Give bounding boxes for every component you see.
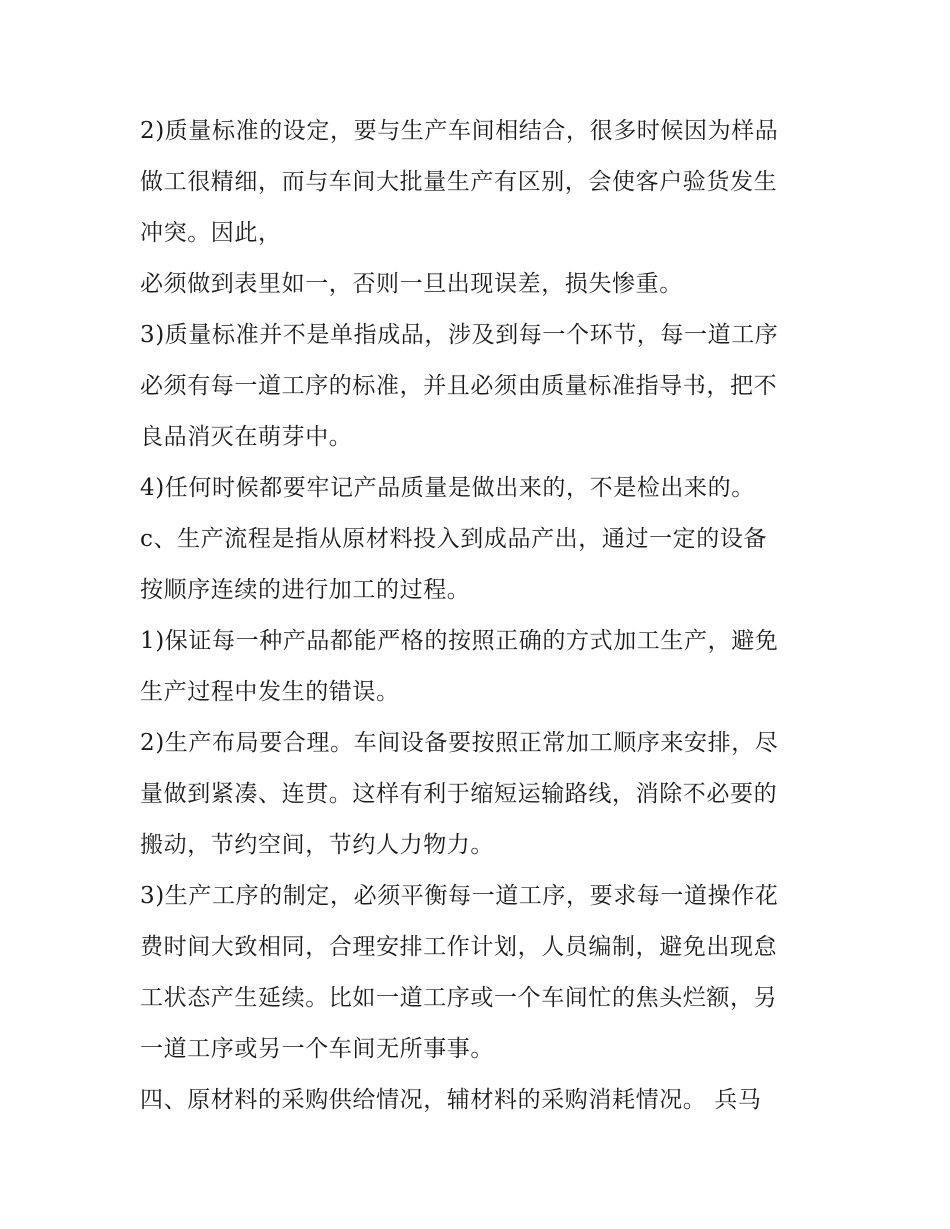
text-line: 一道工序或另一个车间无所事事。 [140,1036,494,1062]
text-line: 做工很精细，而与车间大批量生产有区别，会使客户验货发生 [140,169,778,195]
text-line: 必须有每一道工序的标准，并且必须由质量标准指导书，把不 [140,373,778,399]
text-line: 费时间大致相同，合理安排工作计划，人员编制，避免出现怠 [140,934,778,960]
text-line: 2)质量标准的设定，要与生产车间相结合，很多时候因为样品 [140,118,779,144]
text-line: 工状态产生延续。比如一道工序或一个车间忙的焦头烂额，另 [140,985,778,1011]
text-line: 2)生产布局要合理。车间设备要按照正常加工顺序来安排，尽 [140,730,779,756]
text-line: 1)保证每一种产品都能严格的按照正确的方式加工生产，避免 [140,628,779,654]
text-line: 4)任何时候都要牢记产品质量是做出来的，不是检出来的。 [140,475,755,501]
text-line: 搬动，节约空间，节约人力物力。 [140,832,494,858]
text-line: c、生产流程是指从原材料投入到成品产出，通过一定的设备 [140,526,768,552]
text-line: 良品消灭在萌芽中。 [140,424,353,450]
text-line: 量做到紧凑、连贯。这样有利于缩短运输路线，消除不必要的 [140,781,778,807]
text-line: 按顺序连续的进行加工的过程。 [140,577,471,603]
text-line: 生产过程中发生的错误。 [140,679,400,705]
document-body [140,106,820,1126]
text-line: 四、原材料的采购供给情况，辅材料的采购消耗情况。 兵马 [140,1087,762,1113]
text-line: 3)生产工序的制定，必须平衡每一道工序，要求每一道操作花 [140,883,779,909]
text-line: 3)质量标准并不是单指成品，涉及到每一个环节，每一道工序 [140,322,779,348]
text-line: 冲突。因此， [140,220,282,246]
text-line: 必须做到表里如一，否则一旦出现误差，损失惨重。 [140,271,683,297]
